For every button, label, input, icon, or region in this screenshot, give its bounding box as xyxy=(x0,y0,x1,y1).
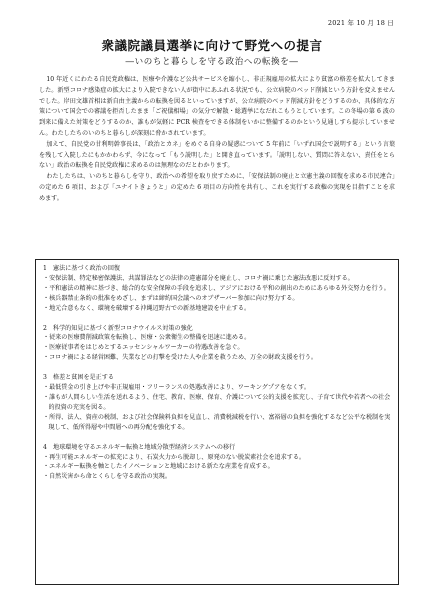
intro-paragraph: わたしたちは、いのちと暮らしを守り、政治への希望を取り戻すために、「安保法制の廃止と立憲主義の回復を求める市民連合」の定めた 6 項目、および「ユナイトきょうと」の定めた 6 項目の方向性を共有し、これを実行する政権の実現を目指すことを求めます。 xyxy=(39,173,395,202)
intro-paragraph: 10 年近くにわたる自民党政権は、医療や介護など公共サービスを縮小し、非正規雇用の拡大により貧富の格差を拡大してきました。新型コロナ感染症の拡大により入院できない人が街中にあふれる状況でも、公立病院のベッド削減という方針を変えませんでした。岸田文雄首相は新自由主義からの転換を図るといっていますが、公立病院のベッド削減方針をどうするのか、具体的な方策について国会での審議を拒否したまま「ご祝儀相場」の気分で解散・総選挙になだれこもうとしています。この冬場の第 6 波の到来に備えた対策をどうするのか、誰もが気軽に PCR 検査をできる体制をいかに整備するのかという見通しすら提示していません。わたしたちのいのちと暮らしが深刻に脅かされています。 xyxy=(39,76,395,137)
list-item: ・ 地元合意もなく、環境を破壊する沖縄辺野古での新基地建設を中止する。 xyxy=(43,304,392,314)
document-date: 2021 年 10 月 18 日 xyxy=(327,19,394,27)
section-heading: 3 格差と貧困を是正する xyxy=(43,374,114,382)
list-item: ・ 所得、法人、資産の税制、および社会保険料負担を見直し、消費税減税を行い、富裕層の負担を強化するなど公平な税制を実現して、低所得層や中間層への再分配を強化する。 xyxy=(43,413,392,433)
section-item-list xyxy=(43,333,392,363)
section-item-list xyxy=(43,383,392,433)
intro-text xyxy=(39,75,395,205)
policy-section xyxy=(43,373,392,432)
list-item: ・ 誰もが人間らしい生活を送れるよう、住宅、教育、医療、保育、介護について公的支援を拡充し、子育て世代や若者への社会的投資の充実を図る。 xyxy=(43,393,392,413)
section-heading: 1 憲法に基づく政治の回復 xyxy=(43,265,121,272)
policy-box xyxy=(35,259,399,585)
list-item: ・ エネルギー転換を軸としたイノベーションと地域における新たな産業を育成する。 xyxy=(43,462,392,472)
list-item: ・ 安保法制、特定秘密保護法、共謀罪法などの法律の違憲部分を廃止し、コロナ禍に乗じた憲法改悪に反対する。 xyxy=(43,274,392,284)
list-item: ・ 従来の医療費削減政策を転換し、医療・公衆衛生の整備を迅速に進める。 xyxy=(43,333,392,343)
policy-section xyxy=(43,443,392,483)
intro-paragraph: 加えて、自民党の甘利明幹事長は、「政治とカネ」をめぐる自身の疑惑について 5 年前に「いずれ国会で説明する」という言葉を残して入院したにもかかわらず、今になって「もう説明した」と開き直っています。「説明しない、質問に答えない、責任をとらない」政治の転換を自民党政権に求めるのは無理なのだとわかります。 xyxy=(39,140,395,170)
list-item: ・ 自然災害から命とくらしを守る政治の実現。 xyxy=(43,472,392,482)
section-heading: 2 科学的知見に基づく新型コロナウイルス対策の強化 xyxy=(43,324,193,332)
list-item: ・ 医療従事者をはじめとするエッセンシャルワーカーの待遇改善を急ぐ。 xyxy=(43,343,392,353)
list-item: ・ コロナ禍による経営困難、失業などの打撃を受けた人や企業を救うため、万全の財政支援を行う。 xyxy=(43,353,392,363)
policy-section xyxy=(43,324,392,364)
list-item: ・ 再生可能エネルギーの拡充により、石炭火力から脱却し、原発のない脱炭素社会を追求する。 xyxy=(43,453,392,463)
section-item-list xyxy=(43,274,392,314)
list-item: ・ 平和憲法の精神に基づき、総合的な安全保障の手段を追求し、アジアにおける平和の創出のためにあらゆる外交努力を行う。 xyxy=(43,284,392,294)
document-title: 衆議院議員選挙に向けて野党への提言 xyxy=(101,38,323,53)
document-subtitle: ―いのちと暮らしを守る政治への転換を― xyxy=(125,57,299,67)
list-item: ・ 核兵器禁止条約の批准をめざし、まずは締約国会議へのオブザーバー参加に向け努力する。 xyxy=(43,294,392,304)
section-item-list xyxy=(43,453,392,483)
section-heading: 4 地球環境を守るエネルギー転換と地域分散型経済システムへの移行 xyxy=(43,443,236,451)
list-item: ・ 最低賃金の引き上げや非正規雇用・フリーランスの処遇改善により、ワーキングプアをなくす。 xyxy=(43,383,392,393)
policy-section xyxy=(43,264,392,314)
